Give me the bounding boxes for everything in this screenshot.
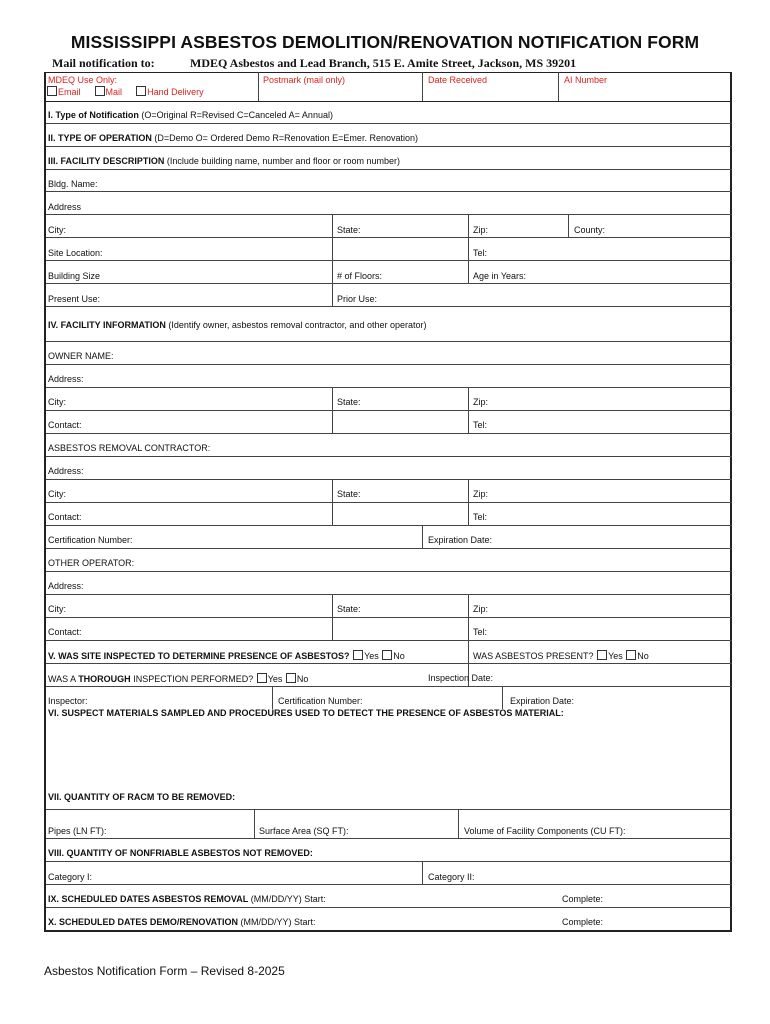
operator-tel-field[interactable]: Tel: bbox=[473, 627, 488, 637]
section-3-title: III. FACILITY DESCRIPTION bbox=[48, 156, 165, 166]
surface-area-field[interactable]: Surface Area (SQ FT): bbox=[259, 826, 349, 836]
contractor-zip-field[interactable]: Zip: bbox=[473, 489, 489, 499]
thorough-inspection-no-checkbox[interactable] bbox=[286, 673, 296, 683]
facility-zip-field[interactable]: Zip: bbox=[473, 225, 489, 235]
facility-tel-field[interactable]: Tel: bbox=[473, 248, 488, 258]
notification-form bbox=[44, 72, 732, 932]
owner-zip-field[interactable]: Zip: bbox=[473, 397, 489, 407]
thorough-inspection-prefix: WAS A bbox=[48, 674, 79, 684]
inspection-date-field[interactable]: Inspection Date: bbox=[428, 673, 494, 683]
hand-delivery-option-label: Hand Delivery bbox=[147, 87, 204, 97]
site-inspected-text: V. WAS SITE INSPECTED TO DETERMINE PRESENCE OF ASBESTOS? bbox=[48, 651, 350, 661]
category-1-field[interactable]: Category I: bbox=[48, 872, 93, 882]
inspector-field[interactable]: Inspector: bbox=[48, 696, 88, 706]
section-4-instructions: (Identify owner, asbestos removal contractor, and other operator) bbox=[165, 320, 427, 330]
operator-city-field[interactable]: City: bbox=[48, 604, 66, 614]
email-checkbox[interactable] bbox=[47, 86, 57, 96]
email-option-label: Email bbox=[58, 87, 81, 97]
postmark-label: Postmark (mail only) bbox=[263, 75, 346, 85]
mail-option-label: Mail bbox=[105, 87, 123, 97]
section-9-title: IX. SCHEDULED DATES ASBESTOS REMOVAL bbox=[48, 894, 249, 904]
section-3-heading bbox=[48, 156, 400, 167]
section-4-heading bbox=[48, 320, 426, 331]
building-size-field[interactable]: Building Size bbox=[48, 271, 101, 281]
demo-start-field[interactable]: (MM/DD/YY) Start: bbox=[238, 917, 316, 927]
operator-state-field[interactable]: State: bbox=[337, 604, 361, 614]
contractor-name-field[interactable]: ASBESTOS REMOVAL CONTRACTOR: bbox=[48, 443, 211, 453]
date-received-label: Date Received bbox=[428, 75, 488, 85]
site-inspected-no-checkbox[interactable] bbox=[382, 650, 392, 660]
section-8-heading: VIII. QUANTITY OF NONFRIABLE ASBESTOS NOT REMOVED: bbox=[48, 848, 313, 858]
owner-name-field[interactable]: OWNER NAME: bbox=[48, 351, 114, 361]
section-2-heading bbox=[48, 133, 418, 144]
yes-label: Yes bbox=[608, 651, 623, 661]
operator-contact-field[interactable]: Contact: bbox=[48, 627, 82, 637]
inspector-expiration-field[interactable]: Expiration Date: bbox=[510, 696, 575, 706]
facility-address-field[interactable]: Address bbox=[48, 202, 82, 212]
footer-revision: Asbestos Notification Form – Revised 8-2025 bbox=[44, 964, 285, 978]
section-3-instructions: (Include building name, number and floor or room number) bbox=[164, 156, 400, 166]
age-field[interactable]: Age in Years: bbox=[473, 271, 527, 281]
thorough-inspection-question bbox=[48, 673, 308, 685]
other-operator-field[interactable]: OTHER OPERATOR: bbox=[48, 558, 135, 568]
thorough-inspection-suffix: INSPECTION PERFORMED? bbox=[130, 674, 254, 684]
contractor-tel-field[interactable]: Tel: bbox=[473, 512, 488, 522]
contractor-expiration-field[interactable]: Expiration Date: bbox=[428, 535, 493, 545]
section-7-heading: VII. QUANTITY OF RACM TO BE REMOVED: bbox=[48, 792, 236, 802]
no-label: No bbox=[393, 651, 405, 661]
section-1-title: I. Type of Notification bbox=[48, 110, 139, 120]
facility-state-field[interactable]: State: bbox=[337, 225, 361, 235]
section-10-title: X. SCHEDULED DATES DEMO/RENOVATION bbox=[48, 917, 239, 927]
section-4-title: IV. FACILITY INFORMATION bbox=[48, 320, 166, 330]
hand-delivery-checkbox[interactable] bbox=[136, 86, 146, 96]
section-2-title: II. TYPE OF OPERATION bbox=[48, 133, 152, 143]
no-label: No bbox=[637, 651, 649, 661]
section-1-codes: (O=Original R=Revised C=Canceled A= Annual) bbox=[138, 110, 333, 120]
asbestos-present-yes-checkbox[interactable] bbox=[597, 650, 607, 660]
pipes-field[interactable]: Pipes (LN FT): bbox=[48, 826, 107, 836]
contractor-address-field[interactable]: Address: bbox=[48, 466, 84, 476]
mail-checkbox[interactable] bbox=[95, 86, 105, 96]
floors-field[interactable]: # of Floors: bbox=[337, 271, 383, 281]
no-label: No bbox=[296, 674, 309, 684]
prior-use-field[interactable]: Prior Use: bbox=[337, 294, 378, 304]
demo-dates-row bbox=[48, 917, 316, 928]
operator-address-field[interactable]: Address: bbox=[48, 581, 84, 591]
contractor-contact-field[interactable]: Contact: bbox=[48, 512, 82, 522]
removal-dates-row bbox=[48, 894, 326, 905]
ai-number-label: AI Number bbox=[564, 75, 608, 85]
present-use-field[interactable]: Present Use: bbox=[48, 294, 101, 304]
removal-start-field[interactable]: (MM/DD/YY) Start: bbox=[248, 894, 326, 904]
site-location-field[interactable]: Site Location: bbox=[48, 248, 103, 258]
yes-label: Yes bbox=[364, 651, 379, 661]
yes-label: Yes bbox=[267, 674, 283, 684]
section-1-heading bbox=[48, 110, 333, 121]
removal-complete-field[interactable]: Complete: bbox=[562, 894, 604, 904]
owner-city-field[interactable]: City: bbox=[48, 397, 66, 407]
section-2-codes: (D=Demo O= Ordered Demo R=Renovation E=Emer. Renovation) bbox=[151, 133, 418, 143]
contractor-cert-number-field[interactable]: Certification Number: bbox=[48, 535, 133, 545]
form-title: MISSISSIPPI ASBESTOS DEMOLITION/RENOVATION NOTIFICATION FORM bbox=[70, 32, 700, 52]
section-6-heading: VI. SUSPECT MATERIALS SAMPLED AND PROCEDURES USED TO DETECT THE PRESENCE OF ASBESTOS MATERIAL: bbox=[48, 708, 564, 718]
asbestos-present-no-checkbox[interactable] bbox=[626, 650, 636, 660]
demo-complete-field[interactable]: Complete: bbox=[562, 917, 604, 927]
asbestos-present-question bbox=[473, 650, 649, 662]
mdeq-use-label: MDEQ Use Only: bbox=[48, 75, 118, 85]
thorough-word: THOROUGH bbox=[78, 674, 131, 684]
contractor-city-field[interactable]: City: bbox=[48, 489, 66, 499]
owner-contact-field[interactable]: Contact: bbox=[48, 420, 82, 430]
facility-city-field[interactable]: City: bbox=[48, 225, 66, 235]
volume-field[interactable]: Volume of Facility Components (CU FT): bbox=[464, 826, 626, 836]
delivery-options bbox=[46, 86, 204, 98]
mail-notification-address: MDEQ Asbestos and Lead Branch, 515 E. Amite Street, Jackson, MS 39201 bbox=[190, 56, 577, 70]
asbestos-present-text: WAS ASBESTOS PRESENT? bbox=[473, 651, 594, 661]
owner-tel-field[interactable]: Tel: bbox=[473, 420, 488, 430]
facility-county-field[interactable]: County: bbox=[574, 225, 606, 235]
category-2-field[interactable]: Category II: bbox=[428, 872, 475, 882]
inspector-cert-number-field[interactable]: Certification Number: bbox=[278, 696, 363, 706]
site-inspected-question bbox=[48, 650, 405, 662]
contractor-state-field[interactable]: State: bbox=[337, 489, 361, 499]
operator-zip-field[interactable]: Zip: bbox=[473, 604, 489, 614]
owner-address-field[interactable]: Address: bbox=[48, 374, 84, 384]
owner-state-field[interactable]: State: bbox=[337, 397, 361, 407]
mail-notification-label: Mail notification to: bbox=[52, 56, 155, 70]
bldg-name-field[interactable]: Bldg. Name: bbox=[48, 179, 98, 189]
thorough-inspection-yes-checkbox[interactable] bbox=[257, 673, 267, 683]
site-inspected-yes-checkbox[interactable] bbox=[353, 650, 363, 660]
